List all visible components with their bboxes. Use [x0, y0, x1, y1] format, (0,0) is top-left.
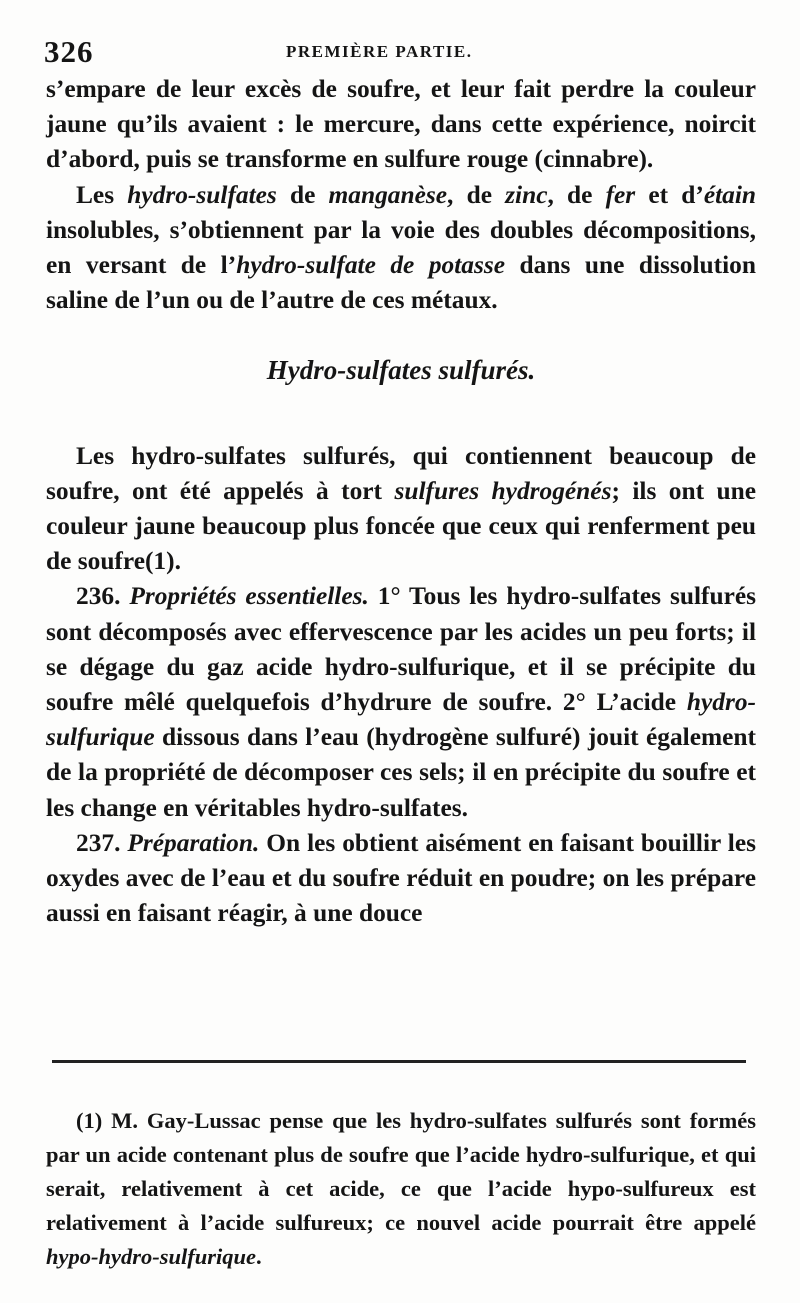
page-number: 326: [44, 34, 94, 69]
paragraph-237-preparation: 237. Préparation. On les obtient aisément en faisant bouillir les oxydes avec de l’eau et du soufre réduit en poudre; on les prépare aussi en faisant réagir, à une douce: [46, 828, 756, 928]
running-head: PREMIÈRE PARTIE.: [286, 42, 473, 61]
page-header: [44, 34, 764, 74]
footnote-paragraph: (1) M. Gay-Lussac pense que les hydro-sulfates sulfurés sont formés par un acide contenant plus de soufre que l’acide hydro-sulfurique, et qui serait, relativement à cet acide, ce que l’acide hypo-sulfureux est relativement à l’acide sulfureux; ce nouvel acide pourrait être appelé hypo-hydro-sulfurique.: [46, 1108, 756, 1269]
footnote-separator-rule: [52, 1060, 746, 1063]
footnote: [46, 1104, 756, 1274]
section-title: Hydro-sulfates sulfurés.: [266, 355, 536, 386]
paragraph-continuation: s’empare de leur excès de soufre, et leur fait perdre la couleur jaune qu’ils avaient : le mercure, dans cette expérience, noircit d’abord, puis se transforme en sulfure rouge (cinnabre).: [46, 75, 756, 174]
paragraph-insoluble-hydrosulfates: Les hydro-sulfates de manganèse, de zinc, de fer et d’étain insolubles, s’obtiennent par la voie des doubles décompositions, en versant de l’hydro-sulfate de potasse dans une dissolution saline de l’un ou de l’autre de ces métaux.: [46, 180, 757, 315]
paragraph-236-essential-properties: 236. Propriétés essentielles. 1° Tous les hydro-sulfates sulfurés sont décomposés avec effervescence par les acides un peu forts; il se dégage du gaz acide hydro-sulfurique, et il se précipite du soufre mêlé quelquefois d’hydrure de soufre. 2° L’acide hydro-sulfurique dissous dans l’eau (hydrogène sulfuré) jouit également de la propriété de décomposer ces sels; il en précipite du soufre et les change en véritables hydro-sulfates.: [46, 582, 756, 822]
paragraph-sulfurated-hydrosulfates: Les hydro-sulfates sulfurés, qui contiennent beaucoup de soufre, ont été appelés à tort sulfures hydrogénés; ils ont une couleur jaune beaucoup plus foncée que ceux qui renferment peu de soufre(1).: [46, 441, 756, 576]
main-text: [46, 72, 756, 931]
